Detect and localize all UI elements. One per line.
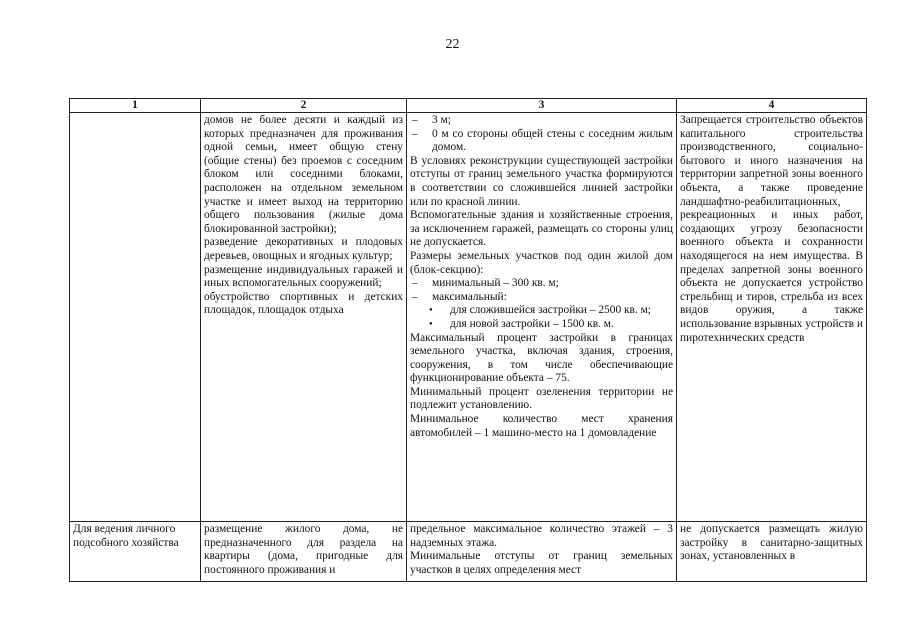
floors-paragraph: предельное максимальное количество этажей – 3 надземных этажа. (410, 523, 673, 549)
reconstruction-paragraph: В условиях реконструкции существующей застройки отступы от границ земельного участка формируются в соответствии со сложившейся линией застройки или по красной линии. (410, 154, 673, 208)
table-header-row (70, 99, 867, 113)
setback-item: – 3 м; (410, 114, 673, 128)
setbacks-paragraph: Минимальные отступы от границ земельных участков в целях определения мест (410, 550, 673, 576)
regulations-table (69, 98, 867, 582)
cell-parameters (407, 113, 677, 522)
cell-permitted-uses (201, 113, 407, 522)
permitted-use-item: размещение индивидуальных гаражей и иных вспомогательных сооружений; (204, 263, 403, 290)
setback-list (410, 114, 673, 155)
cell-restrictions: не допускается размещать жилую застройку в санитарно-защитных зонах, установленных в (677, 522, 867, 582)
plot-size-list (410, 277, 673, 331)
auxiliary-buildings-paragraph: Вспомогательные здания и хозяйственные строения, за исключением гаражей, размещать со стороны улиц не допускается. (410, 209, 673, 249)
plot-size-bullet: ● для новой застройки – 1500 кв. м. (410, 318, 673, 332)
permitted-use-item: обустройство спортивных и детских площадок, площадок отдыха (204, 290, 403, 317)
plot-size-bullet: ● для сложившейся застройки – 2500 кв. м; (410, 304, 673, 318)
plot-size-min: – минимальный – 300 кв. м; (410, 277, 673, 291)
cell-parameters (407, 522, 677, 582)
build-percent-paragraph: Максимальный процент застройки в границах земельного участка, включая здания, строения, сооружения, в том числе обеспечивающие функционирование объекта – 75. (410, 331, 673, 385)
cell-restrictions: Запрещается строительство объектов капитального строительства производственного, социально-бытового и иного назначения на территории запретной зоны военного объекта, а также проведение ландшафтно-реабилитационных, рекреационных и иных работ, создающих угрозу безопасности военного объекта и сохранности находящегося на нем имущества. В пределах запретной зоны военного объекта не допускается устройство стрельбищ и тиров, стрельба из всех видов оружия, а также использование взрывных устройств и пиротехнических средств (677, 113, 867, 522)
cell-zone-type: Для ведения личного подсобного хозяйства (70, 522, 201, 582)
setback-item: – 0 м со стороны общей стены с соседним жилым домом. (410, 128, 673, 155)
greening-paragraph: Минимальный процент озеленения территории не подлежит установлению. (410, 385, 673, 412)
permitted-use-item: домов не более десяти и каждый из которых предназначен для проживания одной семьи, имеет общую стену (общие стены) без проемов с соседним блоком или соседними блоками, расположен на отдельном земельном участке и имеет выход на территорию общего пользования (жилые дома блокированной застройки); (204, 114, 403, 235)
permitted-use-item: разведение декоративных и плодовых деревьев, овощных и ягодных культур; (204, 236, 403, 262)
column-header-2: 2 (201, 99, 407, 113)
table-row (70, 522, 867, 582)
table-row (70, 113, 867, 522)
page-number: 22 (445, 37, 460, 52)
plot-sizes-paragraph: Размеры земельных участков под один жилой дом (блок-секцию): (410, 249, 673, 276)
column-header-3: 3 (407, 99, 677, 113)
cell-zone-type (70, 113, 201, 522)
column-header-4: 4 (677, 99, 867, 113)
parking-paragraph: Минимальное количество мест хранения автомобилей – 1 машино-место на 1 домовладение (410, 413, 673, 439)
plot-size-max: – максимальный: (410, 291, 673, 305)
cell-permitted-uses: размещение жилого дома, не предназначенного для раздела на квартиры (дома, пригодные для постоянного проживания и (201, 522, 407, 582)
column-header-1: 1 (70, 99, 201, 113)
